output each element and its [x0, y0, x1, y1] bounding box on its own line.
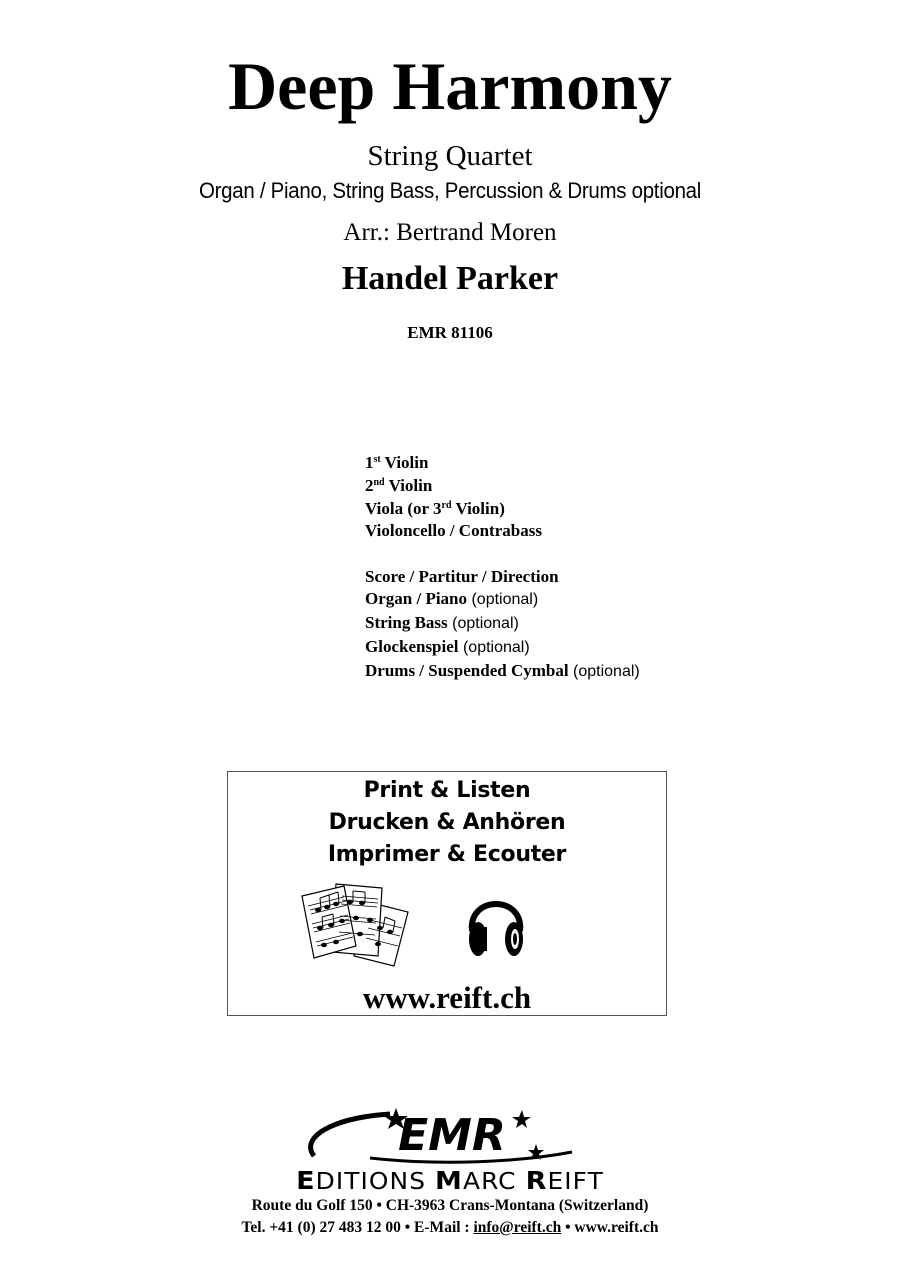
promo-line-french: Imprimer & Ecouter [327, 842, 567, 867]
publisher-address: Route du Golf 150 • CH-3963 Crans-Montana (Switzerland) [251, 1197, 649, 1214]
part-violin-2: 2nd Violin [365, 475, 433, 495]
parts-list [365, 452, 640, 684]
subtitle: String Quartet [367, 140, 533, 172]
part-score: Score / Partitur / Direction [365, 566, 559, 586]
part-violin-1: 1st Violin [365, 453, 429, 472]
svg-text:EMR: EMR [398, 1110, 506, 1161]
emr-logo [300, 1108, 600, 1168]
promo-line-german: Drucken & Anhören [328, 810, 566, 835]
part-organ: Organ / Piano (optional) [365, 589, 539, 609]
promo-line-english: Print & Listen [363, 778, 531, 803]
instrumentation: Organ / Piano, String Bass, Percussion & Drums optional [198, 178, 702, 203]
title: Deep Harmony [228, 48, 672, 124]
part-viola: Viola (or 3rd Violin) [365, 498, 505, 518]
part-cello: Violoncello / Contrabass [365, 521, 542, 541]
catalog-number: EMR 81106 [407, 323, 493, 342]
email-link[interactable]: info@reift.ch [473, 1219, 562, 1236]
sheet-music-icon [300, 880, 412, 968]
part-string-bass: String Bass (optional) [365, 613, 519, 633]
promo-website[interactable]: www.reift.ch [362, 980, 532, 1015]
part-glockenspiel: Glockenspiel (optional) [365, 637, 530, 657]
headphones-icon [466, 885, 526, 961]
part-drums: Drums / Suspended Cymbal (optional) [365, 660, 640, 680]
publisher-name: EDITIONS MARC REIFT [296, 1166, 604, 1195]
arranger: Arr.: Bertrand Moren [343, 219, 557, 246]
composer: Handel Parker [341, 260, 559, 297]
print-listen-box [227, 771, 667, 1016]
publisher-contact: Tel. +41 (0) 27 483 12 00 • E-Mail : info@reift.ch • www.reift.ch [241, 1219, 659, 1236]
